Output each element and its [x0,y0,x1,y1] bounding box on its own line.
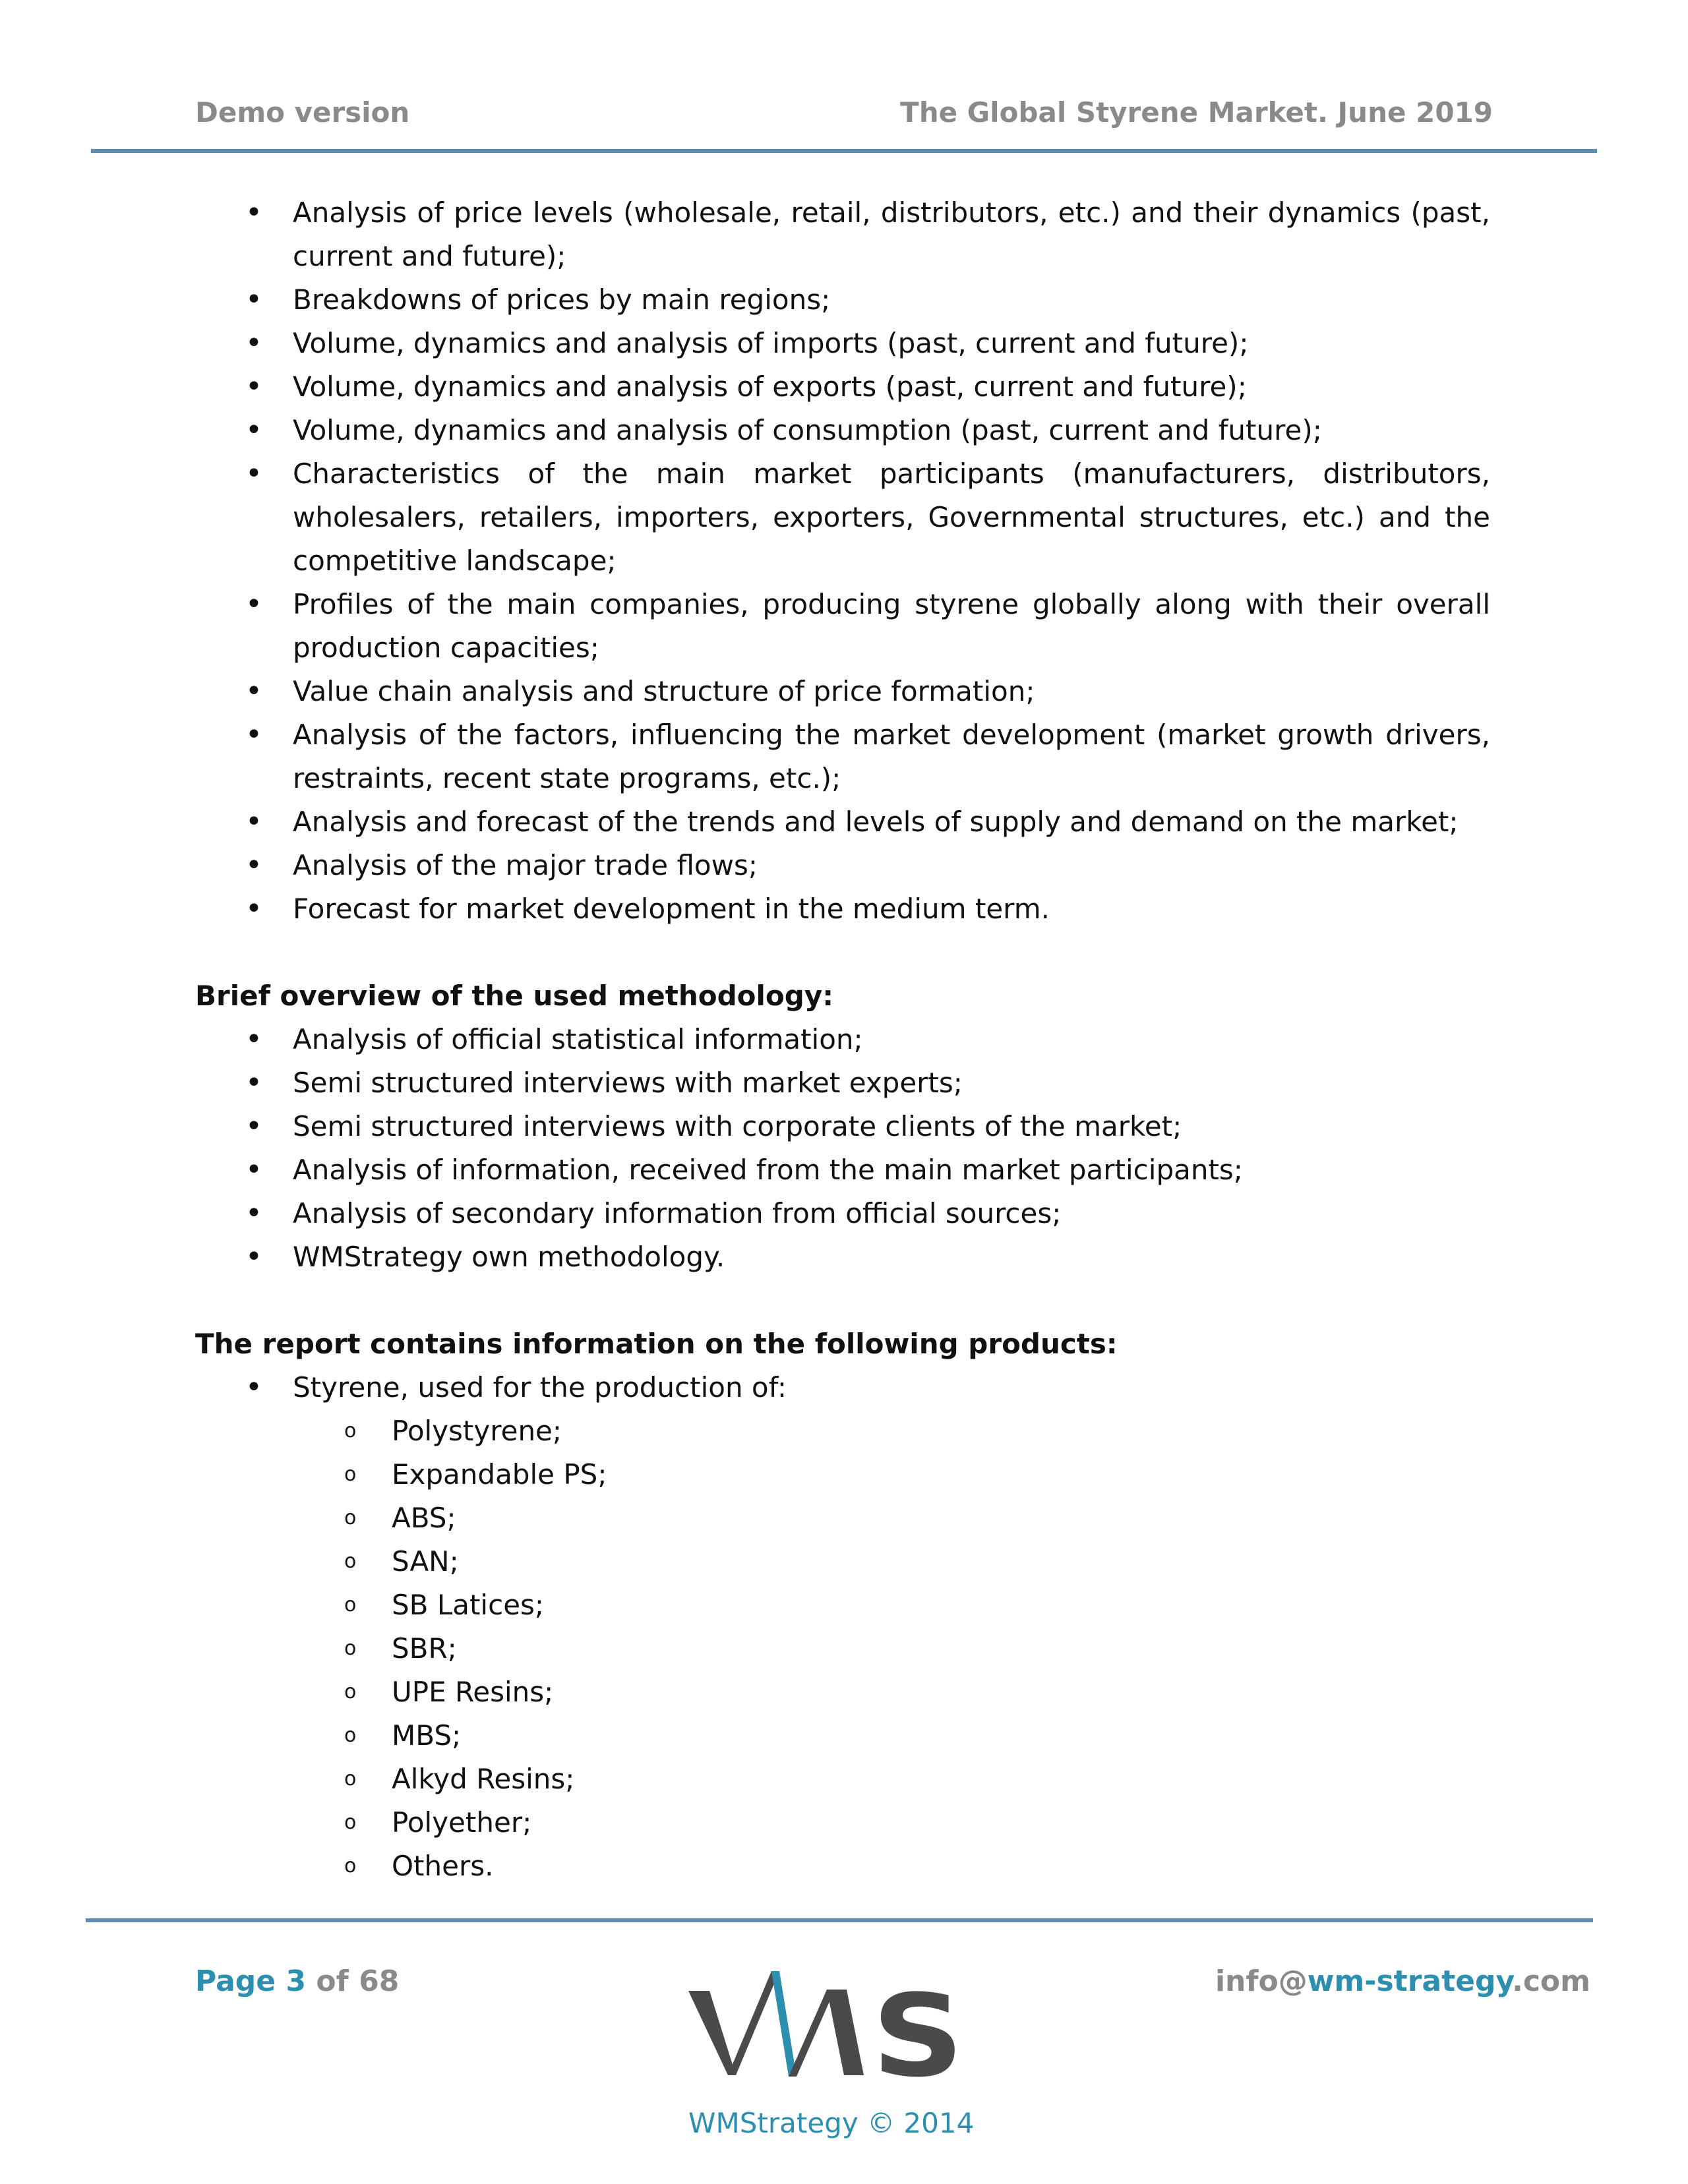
email-tld: .com [1512,1964,1590,1998]
product-subitem-text: MBS; [392,1719,462,1752]
methodology-heading: Brief overview of the used methodology: [195,980,834,1012]
circle-bullet-icon: o [344,1550,357,1573]
page-body [195,191,1490,1888]
bullet-icon: • [245,283,262,316]
methodology-item-text: Analysis of official statistical information; [293,1023,863,1055]
bullet-icon: • [245,326,262,360]
product-subitem [195,1714,1490,1757]
scope-item [195,191,1490,278]
product-subitem [195,1583,1490,1627]
email-domain: wm-strategy [1307,1964,1513,1998]
circle-bullet-icon: o [344,1811,357,1834]
product-sublist [195,1409,1490,1888]
methodology-item-text: WMStrategy own methodology. [293,1241,725,1273]
methodology-item [195,1061,1490,1105]
scope-item [195,583,1490,670]
scope-item-text: Analysis of price levels (wholesale, retail, distributors, etc.) and their dynamics (past, current and future); [293,196,1490,272]
bullet-icon: • [245,413,262,447]
product-subitem-text: ABS; [392,1502,456,1534]
circle-bullet-icon: o [344,1724,357,1747]
methodology-item-text: Semi structured interviews with corporate clients of the market; [293,1110,1182,1142]
page-label: Page [195,1964,276,1998]
circle-bullet-icon: o [344,1637,357,1660]
scope-item [195,800,1490,844]
scope-list [195,191,1490,931]
scope-item-text: Analysis of the factors, influencing the market development (market growth drivers, restraints, recent state programs, etc.); [293,719,1490,794]
scope-item [195,670,1490,713]
methodology-item [195,1192,1490,1235]
scope-item [195,409,1490,452]
svg-text:S: S [872,1971,964,2096]
scope-item [195,322,1490,365]
scope-item-text: Characteristics of the main market participants (manufacturers, distributors, wholesalers, retailers, importers, exporters, Governmental structures, etc.) and the competitive landscape; [293,457,1490,577]
product-subitem-text: Polystyrene; [392,1415,562,1447]
methodology-item-text: Semi structured interviews with market experts; [293,1067,963,1099]
footer-divider [86,1918,1593,1922]
product-item [195,1366,1490,1409]
scope-item-text: Volume, dynamics and analysis of imports (past, current and future); [293,327,1249,359]
product-subitem [195,1540,1490,1583]
methodology-list [195,1018,1490,1279]
scope-item-text: Profiles of the main companies, producing styrene globally along with their overall production capacities; [293,588,1490,664]
product-subitem-text: SB Latices; [392,1589,545,1621]
product-subitem [195,1453,1490,1496]
circle-bullet-icon: o [344,1680,357,1703]
wms-logo-icon [688,1971,965,2096]
circle-bullet-icon: o [344,1419,357,1442]
scope-item-text: Volume, dynamics and analysis of exports (past, current and future); [293,370,1247,403]
scope-item [195,887,1490,931]
bullet-icon: • [245,848,262,882]
methodology-item [195,1105,1490,1148]
header-doc-label: Demo version [195,96,410,129]
methodology-item [195,1148,1490,1192]
bullet-icon: • [245,718,262,752]
bullet-icon: • [245,587,262,621]
product-subitem-text: Polyether; [392,1806,532,1839]
methodology-item [195,1235,1490,1279]
product-subitem-text: Alkyd Resins; [392,1763,575,1795]
scope-item [195,452,1490,583]
scope-item-text: Analysis of the major trade flows; [293,849,758,881]
product-item-text: Styrene, used for the production of: [293,1371,787,1403]
scope-item [195,713,1490,800]
circle-bullet-icon: o [344,1767,357,1790]
bullet-icon: • [245,457,262,490]
scope-item-text: Breakdowns of prices by main regions; [293,283,831,316]
bullet-icon: • [245,1022,262,1056]
bullet-icon: • [245,1153,262,1187]
methodology-item-text: Analysis of information, received from the main market participants; [293,1154,1243,1186]
product-subitem [195,1670,1490,1714]
circle-bullet-icon: o [344,1506,357,1529]
header-report-title: The Global Styrene Market. June 2019 [900,96,1493,129]
bullet-icon: • [245,1109,262,1143]
page-total: of 68 [316,1964,400,1998]
methodology-item-text: Analysis of secondary information from official sources; [293,1197,1062,1229]
bullet-icon: • [245,1196,262,1230]
page-indicator [195,1964,399,1998]
scope-item-text: Forecast for market development in the medium term. [293,893,1050,925]
email-user: info@ [1215,1964,1308,1998]
product-subitem [195,1757,1490,1801]
bullet-icon: • [245,674,262,708]
product-subitem-text: UPE Resins; [392,1676,554,1708]
product-subitem-text: Others. [392,1850,494,1882]
bullet-icon: • [245,1066,262,1100]
contact-email[interactable] [1215,1964,1590,1998]
product-subitem [195,1409,1490,1453]
products-heading: The report contains information on the following products: [195,1328,1118,1360]
scope-item [195,365,1490,409]
bullet-icon: • [245,805,262,839]
bullet-icon: • [245,370,262,403]
product-subitem [195,1801,1490,1845]
bullet-icon: • [245,1371,262,1404]
logo-caption: WMStrategy © 2014 [688,2107,975,2139]
product-subitem-text: SAN; [392,1545,459,1578]
scope-item [195,844,1490,887]
methodology-item [195,1018,1490,1061]
product-subitem-text: SBR; [392,1632,457,1665]
header-divider [91,149,1597,153]
bullet-icon: • [245,892,262,926]
circle-bullet-icon: o [344,1854,357,1877]
bullet-icon: • [245,1240,262,1274]
bullet-icon: • [245,196,262,229]
scope-item [195,278,1490,322]
circle-bullet-icon: o [344,1463,357,1486]
products-list [195,1366,1490,1409]
product-subitem [195,1845,1490,1888]
scope-item-text: Analysis and forecast of the trends and levels of supply and demand on the market; [293,806,1459,838]
scope-item-text: Volume, dynamics and analysis of consumption (past, current and future); [293,414,1322,446]
product-subitem [195,1496,1490,1540]
scope-item-text: Value chain analysis and structure of price formation; [293,675,1035,707]
product-subitem-text: Expandable PS; [392,1458,607,1490]
product-subitem [195,1627,1490,1670]
circle-bullet-icon: o [344,1593,357,1616]
page-number: 3 [286,1964,307,1998]
